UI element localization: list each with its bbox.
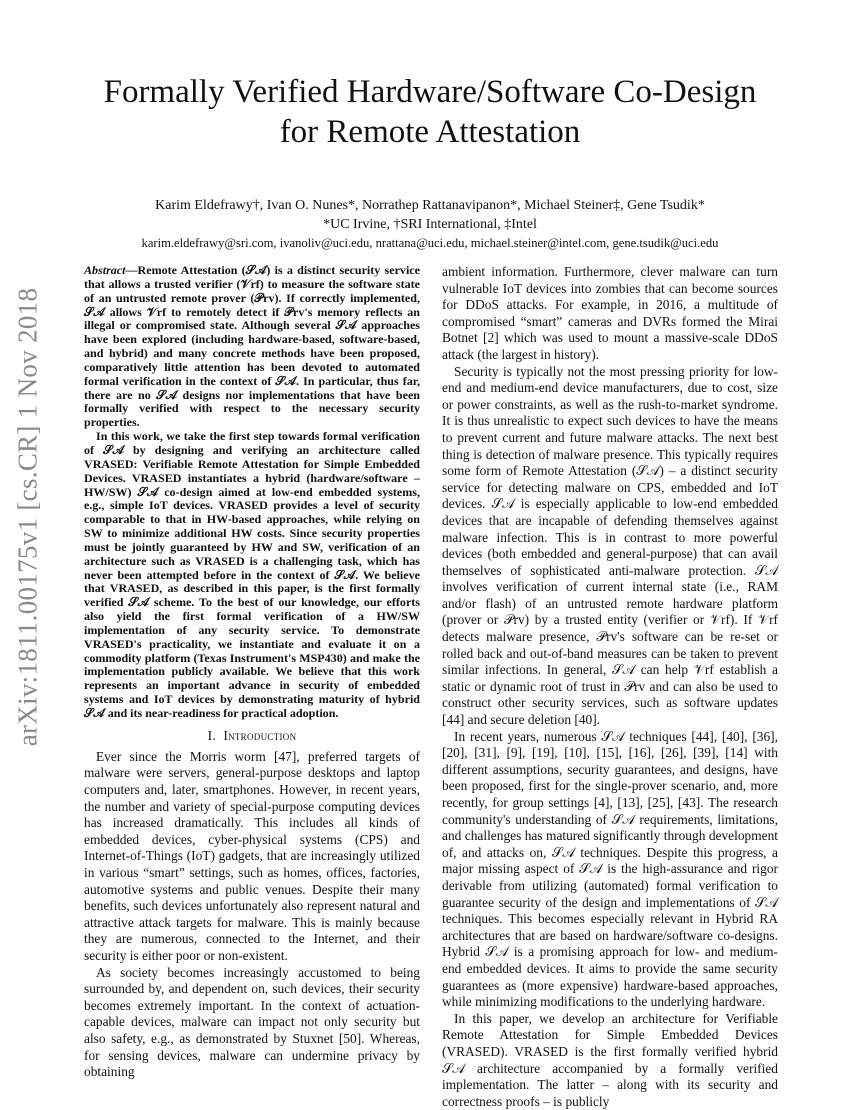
author-list: Karim Eldefrawy†, Ivan O. Nunes*, Norrathep Rattanavipanon*, Michael Steiner‡, Gene Tsudik* (155, 198, 705, 213)
intro-paragraph-2: As society becomes increasingly accustomed to being surrounded by, and dependent on, such devices, their security becomes extremely important. In the context of actuation-capable devices, malware can impact not only security but also safety, e.g., as demonstrated by Stuxnet [50]. Whereas, for sensing devices, malware can undermine privacy by obtaining (84, 964, 420, 1080)
author-emails: karim.eldefrawy@sri.com, ivanoliv@uci.edu, nrattana@uci.edu, michael.steiner@intel.com, gene.tsudik@uci.edu (141, 236, 719, 250)
abstract-paragraph-1: Abstract—Remote Attestation (𝒮𝒜) is a distinct security service that allows a trusted verifier (𝒱rf) to measure the software state of an untrusted remote prover (𝒫rv). If correctly implemented, 𝒮𝒜 allows 𝒱rf to remotely detect if 𝒫rv's memory reflects an illegal or compromised state. Although several 𝒮𝒜 approaches have been explored (including hardware-based, software-based, and hybrid) and many concrete methods have been proposed, comparatively little attention has been devoted to automated formal verification in the context of 𝒮𝒜. In particular, thus far, there are no 𝒮𝒜 designs nor implementations that have been formally verified with respect to the necessary security properties. (84, 263, 420, 430)
section-title: Introduction (223, 727, 297, 743)
arxiv-stamp: arXiv:1811.00175v1 [cs.CR] 1 Nov 2018 (12, 287, 43, 747)
right-column (442, 264, 778, 1110)
section-heading (84, 728, 420, 744)
title-line-1: Formally Verified Hardware/Software Co-Design (103, 74, 757, 110)
intro-paragraph-6: In this paper, we develop an architecture for Verifiable Remote Attestation for Simple Embedded Devices (VRASED). VRASED is the first formally verified hybrid 𝒮𝒜 architecture accompanied by a formally verified implementation. The latter – along with its security and correctness proofs – is publicly (442, 1010, 778, 1109)
left-column (84, 264, 420, 1081)
title-line-2: for Remote Attestation (279, 114, 581, 150)
affiliations: *UC Irvine, †SRI International, ‡Intel (323, 217, 537, 232)
abstract-label: Abstract (84, 263, 126, 277)
intro-paragraph-4: Security is typically not the most pressing priority for low-end and medium-end device manufacturers, due to cost, size or power constraints, as well as the rush-to-market syndrome. It is thus unrealistic to expect such devices to have the means to prevent current and future malware attacks. The next best thing is detection of malware presence. This typically requires some form of Remote Attestation (𝒮𝒜) – a distinct security service for detecting malware on CPS, embedded and IoT devices. 𝒮𝒜 is especially applicable to low-end embedded devices that are incapable of defending themselves against malware infection. This is in contrast to more powerful devices (both embedded and general-purpose) that can avail themselves of sophisticated anti-malware protection. 𝒮𝒜 involves verification of current internal state (i.e., RAM and/or flash) of an untrusted remote hardware platform (prover or 𝒫rv) by a trusted entity (verifier or 𝒱rf). If 𝒱rf detects malware presence, 𝒫rv's software can be re-set or rolled back and out-of-band measures can be taken to prevent similar infections. In general, 𝒮𝒜 can help 𝒱rf establish a static or dynamic root of trust in 𝒫rv and can also be used to construct other security services, such as software updates [44] and secure deletion [40]. (442, 363, 778, 728)
section-number: I. (207, 727, 217, 743)
intro-paragraph-5: In recent years, numerous 𝒮𝒜 techniques [44], [40], [36], [20], [31], [9], [19], [10], [15], [16], [26], [39], [14] with different assumptions, security guarantees, and designs, have been proposed, first for the single-prover scenario, and, more recently, for group settings [4], [13], [25], [43]. The research community's understanding of 𝒮𝒜 requirements, limitations, and challenges has matured significantly through development of, and attacks on, 𝒮𝒜 techniques. Despite this progress, a major missing aspect of 𝒮𝒜 is the high-assurance and rigor derivable from utilizing (automated) formal verification to guarantee security of the design and implementations of 𝒮𝒜 techniques. This becomes especially relevant in Hybrid RA architectures that are based on hardware/software co-designs. Hybrid 𝒮𝒜 is a promising approach for low- and medium-end embedded devices. It aims to provide the same security guarantees as (more expensive) hardware-based approaches, while minimizing modifications to the underlying hardware. (442, 728, 778, 1010)
intro-paragraph-1: Ever since the Morris worm [47], preferred targets of malware were servers, general-purpose desktops and laptop computers and, later, smartphones. However, in recent years, the number and variety of special-purpose computing devices has increased dramatically. This includes all kinds of embedded devices, cyber-physical systems (CPS) and Internet-of-Things (IoT) gadgets, that are increasingly utilized in various “smart” settings, such as homes, offices, factories, automotive systems and public venues. Despite their many benefits, such devices unfortunately also represent natural and attractive attack targets for malware. This is mainly because they are numerous, connected to the Internet, and their security is either poor or non-existent. (84, 748, 420, 963)
intro-paragraph-3: ambient information. Furthermore, clever malware can turn vulnerable IoT devices into zombies that can become sources for DDoS attacks. For example, in 2016, a multitude of compromised “smart” cameras and DVRs formed the Mirai Botnet [2] which was used to mount a massive-scale DDoS attack (the largest in history). (442, 264, 778, 362)
abstract-paragraph-2: In this work, we take the first step towards formal verification of 𝒮𝒜 by designing and verifying an architecture called VRASED: Verifiable Remote Attestation for Simple Embedded Devices. VRASED instantiates a hybrid (hardware/software – HW/SW) 𝒮𝒜 co-design aimed at low-end embedded systems, e.g., simple IoT devices. VRASED provides a level of security comparable to that in HW-based approaches, while relying on SW to minimize additional HW costs. Since security properties must be jointly guaranteed by HW and SW, verification of an architecture such as VRASED is a challenging task, which has never been attempted before in the context of 𝒮𝒜. We believe that VRASED, as described in this paper, is the first formally verified 𝒮𝒜 scheme. To the best of our knowledge, our efforts also yield the first formal verification of a HW/SW implementation of any security service. To demonstrate VRASED's practicality, we instantiate and evaluate it on a commodity platform (Texas Instrument's MSP430) and make the implementation publicly available. We believe that this work represents an important advance in security of embedded systems and IoT devices by demonstrating maturity of hybrid 𝒮𝒜 and its near-readiness for practical adoption. (84, 429, 420, 720)
paper-title (60, 72, 800, 152)
